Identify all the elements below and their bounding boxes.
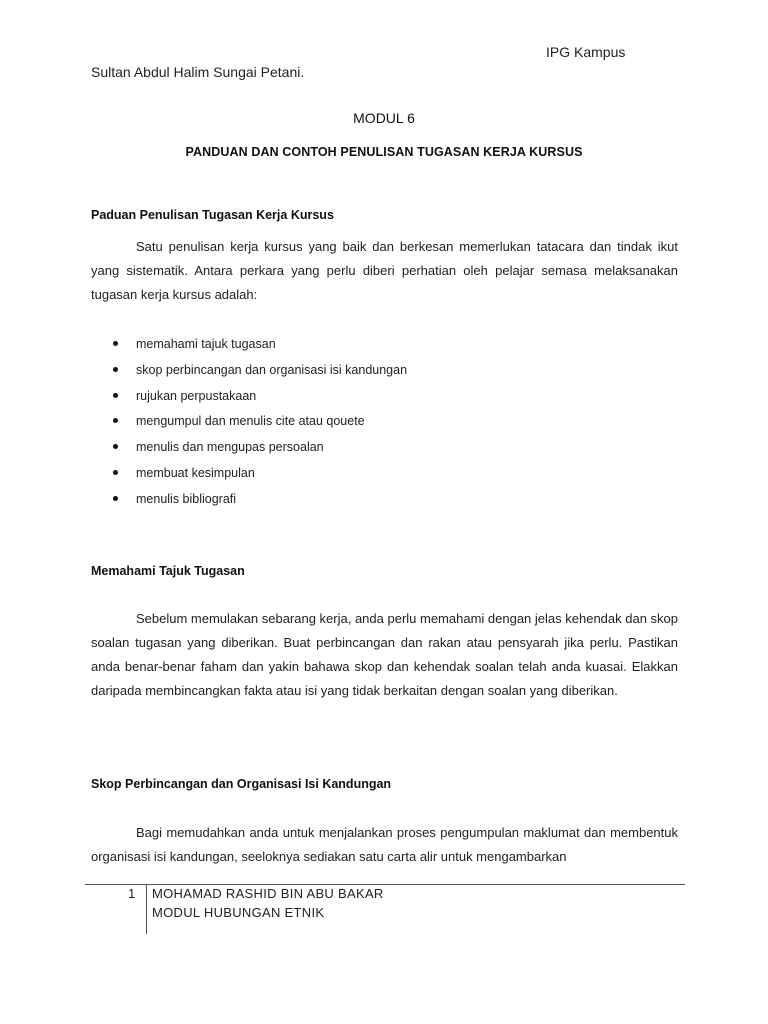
footer-author: MOHAMAD RASHID BIN ABU BAKAR (152, 886, 384, 901)
list-item (91, 359, 407, 385)
modul-label: MODUL 6 (353, 110, 415, 126)
bullet-list (91, 333, 407, 514)
section-heading-skop: Skop Perbincangan dan Organisasi Isi Kandungan (91, 777, 392, 791)
list-item-text: mengumpul dan menulis cite atau qouete (136, 414, 365, 429)
section-heading-memahami: Memahami Tajuk Tugasan (91, 564, 245, 578)
list-item (91, 385, 407, 411)
bullet-icon (113, 341, 118, 346)
list-item (91, 462, 407, 488)
list-item-text: memahami tajuk tugasan (136, 337, 276, 351)
footer-vertical-divider (146, 884, 147, 934)
bullet-icon (113, 496, 118, 501)
bullet-icon (113, 393, 118, 398)
bullet-icon (113, 418, 118, 423)
footer-module: MODUL HUBUNGAN ETNIK (152, 905, 325, 920)
list-item-text: membuat kesimpulan (136, 465, 255, 480)
bullet-icon (113, 367, 118, 372)
header-line-1: IPG Kampus (546, 44, 626, 60)
list-item-text: menulis dan mengupas persoalan (136, 440, 324, 455)
header-line-2: Sultan Abdul Halim Sungai Petani. (91, 64, 305, 80)
list-item-text: skop perbincangan dan organisasi isi kandungan (136, 362, 408, 377)
list-item (91, 410, 407, 436)
paragraph-skop: Bagi memudahkan anda untuk menjalankan proses pengumpulan maklumat dan membentuk organisasi isi kandungan, seeloknya sediakan satu carta alir untuk mengambarkan (91, 825, 678, 864)
list-item-text: menulis bibliografi (136, 491, 237, 506)
page-number: 1 (128, 886, 136, 901)
bullet-icon (113, 470, 118, 475)
footer-divider (85, 884, 685, 885)
document-title: PANDUAN DAN CONTOH PENULISAN TUGASAN KERJA KURSUS (185, 145, 583, 159)
paragraph-memahami: Sebelum memulakan sebarang kerja, anda perlu memahami dengan jelas kehendak dan skop soalan tugasan yang diberikan. Buat perbincangan dan rakan atau pensyarah jika perlu. Pastikan anda benar-benar faham dan yakin bahawa skop dan kehendak soalan telah anda kuasai. Elakkan daripada membincangkan fakta atau isi yang tidak berkaitan dengan soalan yang diberikan. (91, 611, 679, 698)
list-item-text: rujukan perpustakaan (136, 388, 257, 403)
bullet-icon (113, 444, 118, 449)
list-item (91, 488, 407, 514)
section-heading-paduan: Paduan Penulisan Tugasan Kerja Kursus (91, 208, 334, 222)
list-item (91, 333, 407, 359)
list-item (91, 436, 407, 462)
paragraph-paduan: Satu penulisan kerja kursus yang baik dan berkesan memerlukan tatacara dan tindak ikut yang sistematik. Antara perkara yang perlu diberi perhatian oleh pelajar semasa melaksanakan tugasan kerja kursus adalah: (91, 239, 678, 302)
